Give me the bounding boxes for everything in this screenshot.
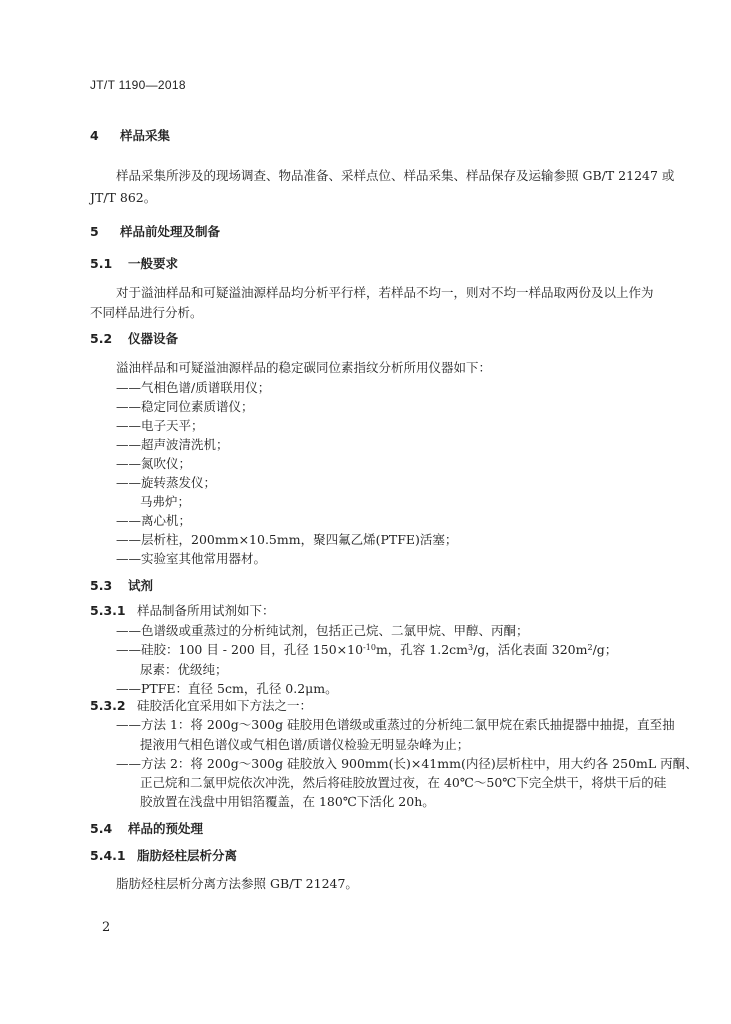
paragraph-line: 样品采集所涉及的现场调查、物品准备、采样点位、样品采集、样品保存及运输参照 GB/T 21247 或: [116, 168, 675, 183]
list-item: ——色谱级或重蒸过的分析纯试剂，包括正己烷、二氯甲烷、甲醇、丙酮；: [116, 623, 529, 638]
section-title: 脂肪烃柱层析分离: [137, 848, 238, 863]
section-title: 一般要求: [128, 256, 179, 271]
list-item: ——实验室其他常用器材。: [116, 551, 267, 566]
section-title: 样品的预处理: [128, 821, 204, 836]
paragraph-line: JT/T 862。: [90, 190, 157, 205]
section-title: 仪器设备: [128, 331, 179, 346]
section-5-4-heading: [90, 821, 203, 837]
section-title: 样品前处理及制备: [120, 224, 221, 239]
section-number: 5.3: [90, 578, 113, 593]
paragraph-line: 对于溢油样品和可疑溢油源样品均分析平行样，若样品不均一，则对不均一样品取两份及以上作为: [116, 285, 654, 300]
section-title: 样品采集: [120, 128, 171, 143]
section-number: 5.4.1: [90, 848, 126, 863]
list-item: ——氮吹仪；: [116, 456, 192, 471]
method-line: ——方法 1：将 200g～300g 硅胶用色谱级或重蒸过的分析纯二氯甲烷在索氏抽提器中抽提，直至抽: [116, 717, 675, 732]
section-5-3-heading: [90, 578, 153, 594]
method-line: 提液用气相色谱仪或气相色谱/质谱仪检验无明显杂峰为止；: [140, 737, 470, 752]
list-item: ——电子天平；: [116, 418, 204, 433]
list-item: ——稳定同位素质谱仪；: [116, 399, 254, 414]
section-number: 5: [90, 224, 99, 239]
section-5-1-heading: [90, 256, 178, 272]
list-item: ——离心机；: [116, 513, 192, 528]
list-item: ——旋转蒸发仪；: [116, 475, 217, 490]
list-item: ——层析柱，200mm×10.5mm，聚四氟乙烯(PTFE)活塞；: [116, 532, 458, 547]
list-item-silica: ——硅胶：100 目 - 200 目，孔径 $150\times 10^{-10}m$，孔容 $1.2cm^3/g$，活化表面 $320m^2/g$；: [116, 642, 618, 657]
list-item: ——气相色谱/质谱联用仪；: [116, 380, 271, 395]
section-5-3-2-line: [90, 698, 312, 714]
section-5-4-1-heading: [90, 848, 237, 864]
list-item: ——PTFE：直径 5cm，孔径 0.2μm。: [116, 681, 338, 696]
standard-code-header: JT/T 1190—2018: [90, 78, 186, 92]
paragraph-line: 不同样品进行分析。: [90, 305, 203, 320]
section-number: 5.3.1: [90, 603, 126, 618]
clause-text: 样品制备所用试剂如下：: [137, 603, 275, 618]
method-line: 胶放置在浅盘中用铝箔覆盖，在 180℃下活化 20h。: [140, 794, 435, 809]
page-number: 2: [102, 920, 111, 935]
section-number: 5.3.2: [90, 698, 126, 713]
section-5-2-heading: [90, 331, 178, 347]
section-number: 5.4: [90, 821, 113, 836]
method-line: ——方法 2：将 200g～300g 硅胶放入 900mm(长)×41mm(内径)层析柱中，用大约各 250mL 丙酮、: [116, 756, 698, 771]
clause-text: 硅胶活化宜采用如下方法之一：: [137, 698, 313, 713]
section-5-heading: [90, 224, 220, 240]
section-title: 试剂: [128, 578, 154, 593]
paragraph-line: 溢油样品和可疑溢油源样品的稳定碳同位素指纹分析所用仪器如下：: [116, 360, 492, 375]
section-5-3-1-line: [90, 603, 275, 619]
section-number: 4: [90, 128, 99, 143]
list-item: ——超声波清洗机；: [116, 437, 229, 452]
list-item: 尿素：优级纯；: [140, 662, 228, 677]
paragraph-line: 脂肪烃柱层析分离方法参照 GB/T 21247。: [116, 876, 358, 891]
section-number: 5.2: [90, 331, 113, 346]
section-4-heading: [90, 128, 170, 144]
method-line: 正己烷和二氯甲烷依次冲洗，然后将硅胶放置过夜，在 40℃～50℃下完全烘干，将烘干后的硅: [140, 775, 667, 790]
section-number: 5.1: [90, 256, 113, 271]
list-item: 马弗炉；: [140, 494, 191, 509]
